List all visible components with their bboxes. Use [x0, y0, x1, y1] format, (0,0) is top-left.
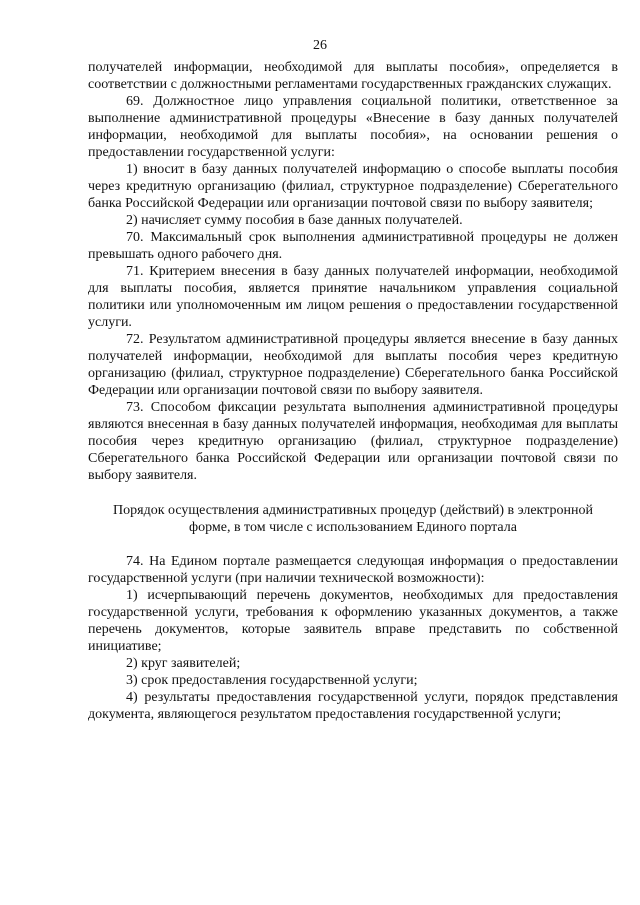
paragraph-70: 70. Максимальный срок выполнения административной процедуры не должен превышать одного рабочего дня. [88, 230, 618, 262]
list-item-69-2: 2) начисляет сумму пособия в базе данных получателей. [126, 213, 463, 228]
paragraph-69: 69. Должностное лицо управления социальной политики, ответственное за выполнение административной процедуры «Внесение в базу данных получателей информации, необходимой для выплаты пособия», на основании решения о предоставлении государственной услуги: [88, 94, 618, 160]
list-item-74-2: 2) круг заявителей; [126, 656, 241, 671]
list-item-74-3: 3) срок предоставления государственной услуги; [126, 673, 418, 688]
paragraph-73: 73. Способом фиксации результата выполнения административной процедуры являются внесенная в базу данных получателей информация, необходимая для выплаты пособия через кредитную организацию (филиал, структурное подразделение) Сберегательного банка Российской Федерации или организации почтовой связи по выбору заявителя. [88, 400, 618, 483]
list-item-74-4: 4) результаты предоставления государственной услуги, порядок представления документа, являющегося результатом предоставления государственной услуги; [88, 690, 618, 722]
paragraph-72: 72. Результатом административной процедуры является внесение в базу данных получателей информации, необходимой для выплаты пособия через кредитную организацию (филиал, структурное подразделение) Сберегательного банка Российской Федерации или организации почтовой связи по выбору заявителя. [88, 332, 618, 398]
document-body [88, 59, 618, 723]
list-item-74-1: 1) исчерпывающий перечень документов, необходимых для предоставления государственной услуги, требования к оформлению указанных документов, а также перечень документов, которые заявитель вправе представить по собственной инициативе; [88, 588, 618, 654]
list-item-69-1: 1) вносит в базу данных получателей информацию о способе выплаты пособия через кредитную организацию (филиал, структурное подразделение) Сберегательного банка Российской Федерации или организации почтовой связи по выбору заявителя; [88, 162, 618, 211]
paragraph-74: 74. На Едином портале размещается следующая информация о предоставлении государственной услуги (при наличии технической возможности): [88, 554, 618, 586]
section-heading: Порядок осуществления административных процедур (действий) в электронной форме, в том числе с использованием Единого портала [113, 503, 593, 535]
paragraph-71: 71. Критерием внесения в базу данных получателей информации, необходимой для выплаты пособия, является принятие начальником управления социальной политики или уполномоченным им лицом решения о предоставлении государственной услуги. [88, 264, 618, 330]
paragraph-continuation: получателей информации, необходимой для выплаты пособия», определяется в соответствии с должностными регламентами государственных гражданских служащих. [88, 60, 618, 92]
page-number: 26 [313, 38, 327, 53]
